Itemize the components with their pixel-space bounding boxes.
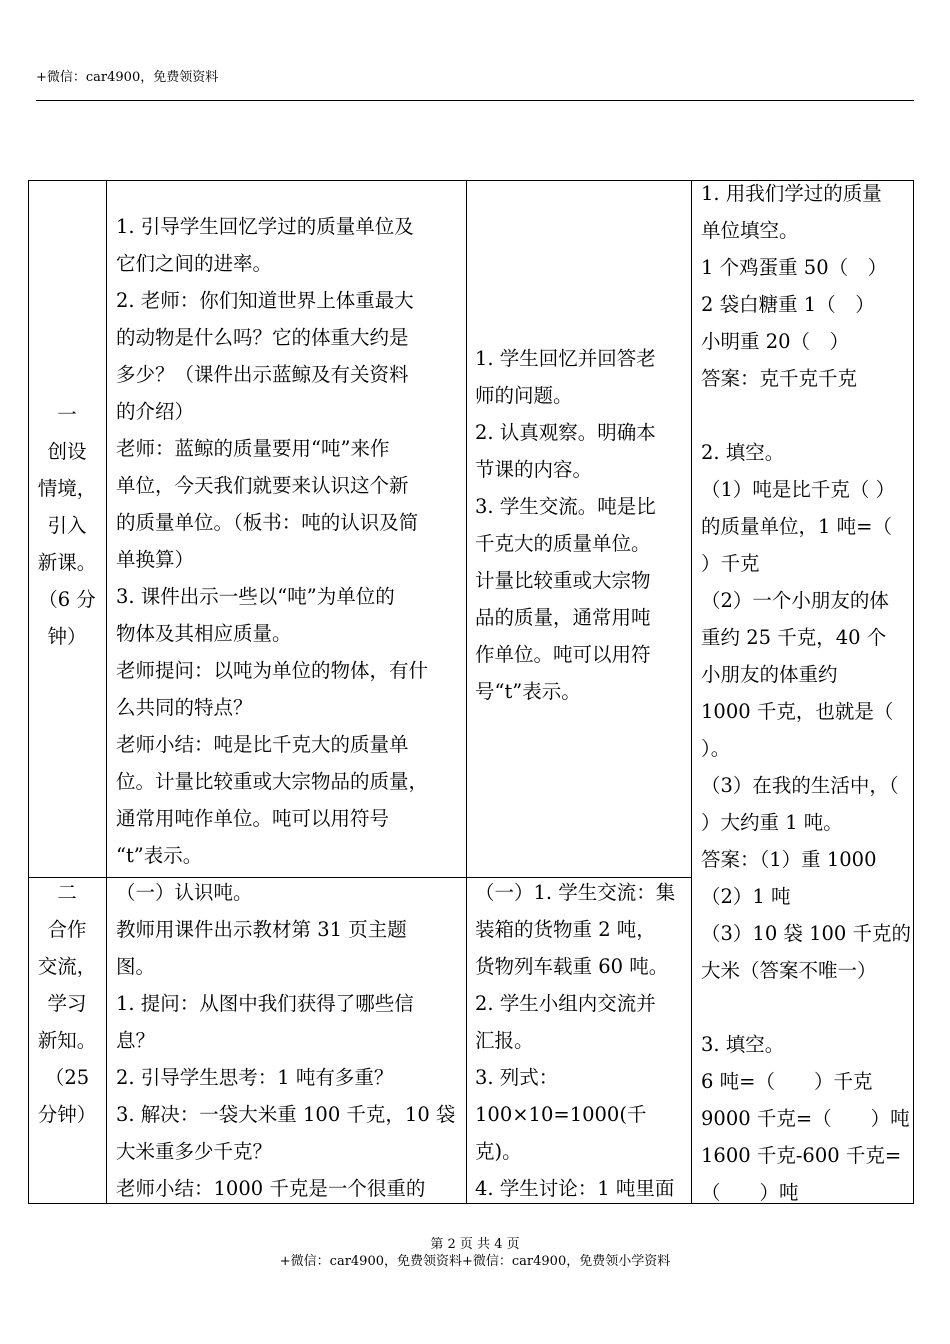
- student-activity-cell: （一）1. 学生交流：集 装箱的货物重 2 吨， 货物列车载重 60 吨。 2. 学生小组内交流并 汇报。 3. 列式： 100×10=1000(千 克)。 4. 学生讨论：1 吨里面: [475, 881, 676, 1200]
- stage-cell: 一 创设 情境， 引入 新课。 （6 分 钟）: [37, 403, 97, 648]
- column-divider-1: [106, 180, 107, 1204]
- header-note: +微信：car4900，免费领资料: [36, 70, 219, 85]
- footer-note: +微信：car4900，免费领资料+微信：car4900，免费领小学资料: [279, 1254, 671, 1269]
- column-divider-2: [466, 180, 467, 1204]
- column-divider-3: [691, 180, 692, 1204]
- table-right-border: [913, 180, 914, 1204]
- student-activity-cell: 1. 学生回忆并回答老 师的问题。 2. 认真观察。明确本 节课的内容。 3. 学生交流。吨是比 千克大的质量单位。 计量比较重或大宗物 品的质量，通常用吨 作单位。吨可以用符 号“t”表示。: [475, 347, 656, 703]
- page-number: 第 2 页 共 4 页: [430, 1237, 520, 1252]
- stage-cell: 二 合作 交流， 学习 新知。 （25 分钟）: [37, 881, 97, 1126]
- teacher-activity-cell: （一）认识吨。 教师用课件出示教材第 31 页主题 图。 1. 提问：从图中我们获得了哪些信 息？ 2. 引导学生思考：1 吨有多重？ 3. 解决：一袋大米重 100 千克，10 袋 大米重多少千克？ 老师小结：1000 千克是一个很重的: [116, 881, 456, 1200]
- exercise-cell: 1. 用我们学过的质量 单位填空。 1 个鸡蛋重 50（ ） 2 袋白糖重 1（ ） 小明重 20（ ） 答案：克千克千克 2. 填空。 （1）吨是比千克（ ） 的质量单位，1 吨=（ ）千克 （2）一个小朋友的体 重约 25 千克，40 个 小朋友的体重约 1000 千克，也就是（ ）。 （3）在我的生活中，（ ）大约重 1 吨。 答案：（1）重 1000 （2）1 吨 （3）10 袋 100 千克的 大米（答案不唯一） 3. 填空。 6 吨=（ ）千克 9000 千克=（ ）吨 1600 千克-600 千克= （ ）吨: [701, 182, 912, 1204]
- header-rule: [36, 100, 914, 101]
- teacher-activity-cell: 1. 引导学生回忆学过的质量单位及 它们之间的进率。 2. 老师：你们知道世界上体重最大 的动物是什么吗？它的体重大约是 多少？（课件出示蓝鲸及有关资料 的介绍） 老师：蓝鲸的质量要用“吨”来作 单位，今天我们就要来认识这个新 的质量单位。（板书：吨的认识及简 单换算） 3. 课件出示一些以“吨”为单位的 物体及其相应质量。 老师提问：以吨为单位的物体，有什 么共同的特点？ 老师小结：吨是比千克大的质量单 位。计量比较重或大宗物品的质量， 通常用吨作单位。吨可以用符号 “t”表示。: [116, 215, 429, 867]
